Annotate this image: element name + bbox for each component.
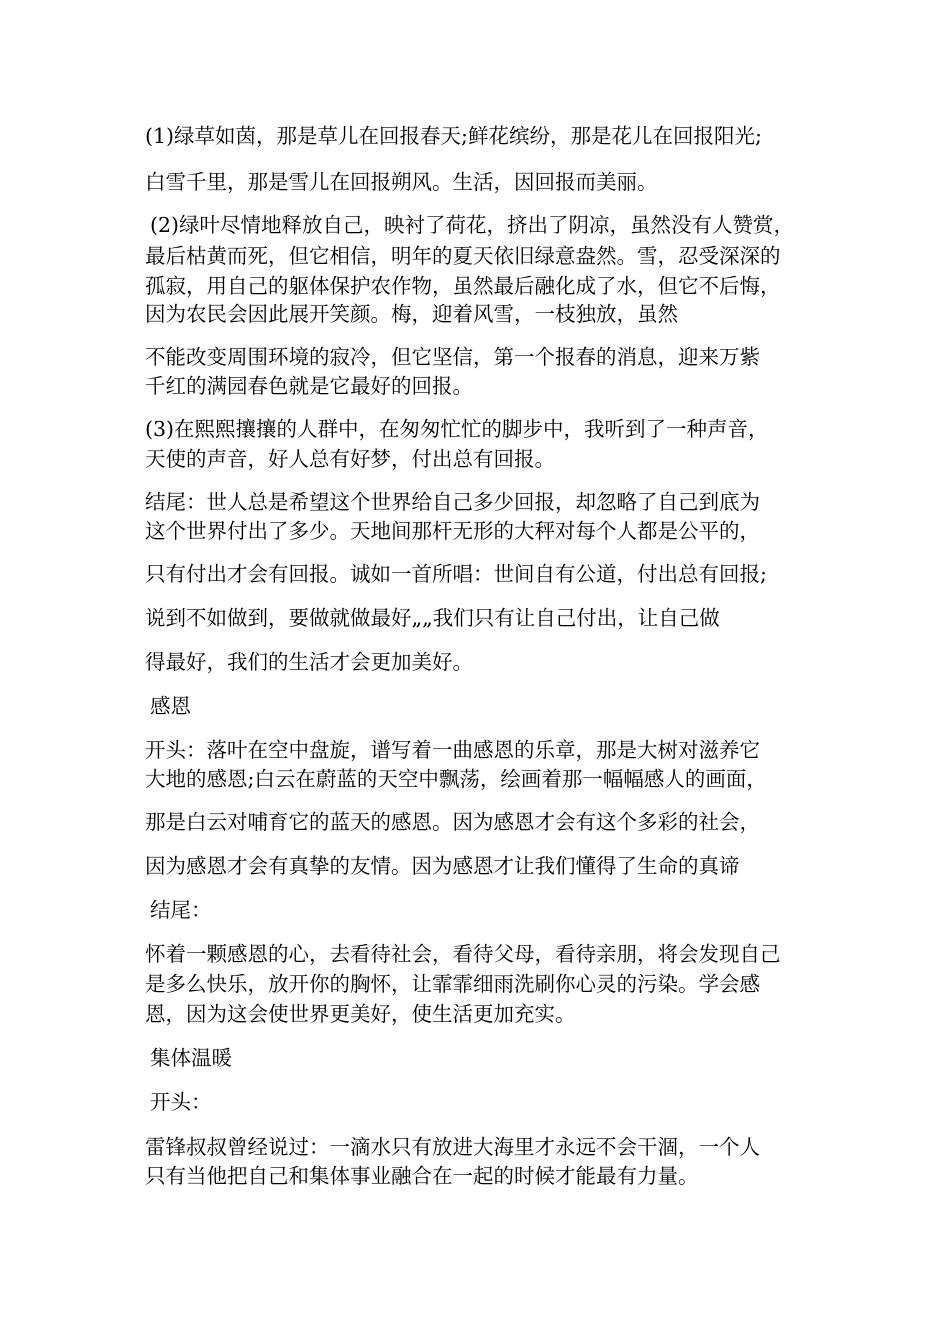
conclusion-line-3: 只有付出才会有回报。诚如一首所唱：世间自有公道，付出总有回报;: [145, 562, 767, 586]
paragraph-3-line-2: 千红的满园春色就是它最好的回报。: [145, 374, 473, 398]
conclusion-line-1: 结尾：世人总是希望这个世界给自己多少回报，却忽略了自己到底为: [145, 490, 760, 514]
section-heading-collective-warmth: 集体温暖: [150, 1046, 232, 1070]
gratitude-opening-line-4: 因为感恩才会有真挚的友情。因为感恩才让我们懂得了生命的真谛: [145, 854, 740, 878]
paragraph-2-line-1: (2)绿叶尽情地释放自己，映衬了荷花，挤出了阴凉，虽然没有人赞赏，: [150, 213, 795, 237]
paragraph-1-line-2: 白雪千里，那是雪儿在回报朔风。生活，因回报而美丽。: [145, 170, 658, 194]
gratitude-conclusion-label: 结尾：: [150, 898, 212, 922]
conclusion-line-4: 说到不如做到，要做就做最好„„我们只有让自己付出，让自己做: [145, 606, 720, 630]
collective-opening-label: 开头：: [150, 1090, 212, 1114]
gratitude-opening-line-3: 那是白云对哺育它的蓝天的感恩。因为感恩才会有这个多彩的社会，: [145, 810, 760, 834]
paragraph-2-line-3: 孤寂，用自己的躯体保护农作物，虽然最后融化成了水，但它不后悔，: [145, 274, 781, 298]
paragraph-2-line-2: 最后枯黄而死，但它相信，明年的夏天依旧绿意盎然。雪，忍受深深的: [145, 244, 781, 268]
section-heading-gratitude: 感恩: [150, 694, 191, 718]
gratitude-opening-line-1: 开头：落叶在空中盘旋，谱写着一曲感恩的乐章，那是大树对滋养它: [145, 738, 760, 762]
paragraph-1-line-1: (1)绿草如茵，那是草儿在回报春天;鲜花缤纷，那是花儿在回报阳光;: [145, 124, 762, 148]
paragraph-3-line-1: 不能改变周围环境的寂冷，但它坚信，第一个报春的消息，迎来万紫: [145, 345, 760, 369]
gratitude-conclusion-line-3: 恩，因为这会使世界更美好，使生活更加充实。: [145, 1002, 576, 1026]
paragraph-2-line-4: 因为农民会因此展开笑颜。梅，迎着风雪，一枝独放，虽然: [145, 302, 678, 326]
gratitude-opening-line-2: 大地的感恩;白云在蔚蓝的天空中飘荡，绘画着那一幅幅感人的画面，: [145, 767, 767, 791]
conclusion-line-2: 这个世界付出了多少。天地间那杆无形的大秤对每个人都是公平的，: [145, 519, 760, 543]
paragraph-4-line-1: (3)在熙熙攘攘的人群中，在匆匆忙忙的脚步中，我听到了一种声音，: [145, 417, 769, 441]
gratitude-conclusion-line-2: 是多么快乐，放开你的胸怀，让霏霏细雨洗刷你心灵的污染。学会感: [145, 972, 760, 996]
paragraph-4-line-2: 天使的声音，好人总有好梦，付出总有回报。: [145, 447, 555, 471]
conclusion-line-5: 得最好，我们的生活才会更加美好。: [145, 650, 473, 674]
collective-opening-line-1: 雷锋叔叔曾经说过：一滴水只有放进大海里才永远不会干涸，一个人: [145, 1135, 760, 1159]
gratitude-conclusion-line-1: 怀着一颗感恩的心，去看待社会，看待父母，看待亲朋，将会发现自己: [145, 942, 781, 966]
collective-opening-line-2: 只有当他把自己和集体事业融合在一起的时候才能最有力量。: [145, 1164, 699, 1188]
